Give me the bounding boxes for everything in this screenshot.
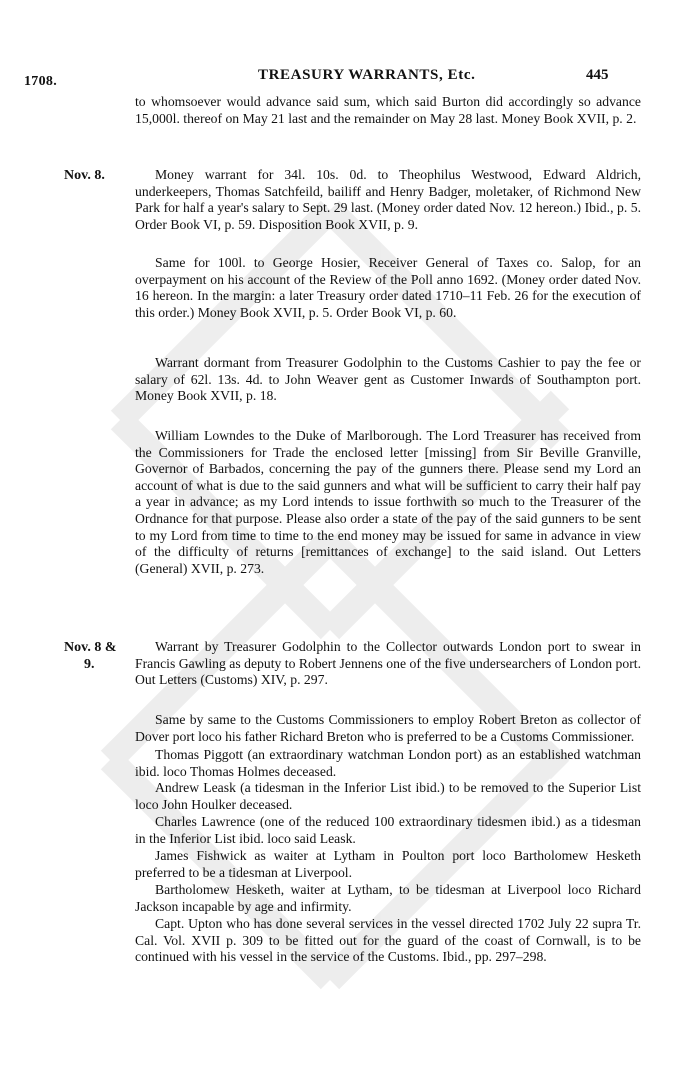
paragraph-hosier: Same for 100l. to George Hosier, Receiver General of Taxes co. Salop, for an overpayment on his account of the Review of the Poll anno 1692. (Money order dated Nov. 16 hereon. In the margin: a later Treasury order dated 1710–11 Feb. 26 for the execution of this order.) Money Book XVII, p. 5. Order Book VI, p. 60.	[135, 255, 641, 320]
paragraph-hesketh: Bartholomew Hesketh, waiter at Lytham, to be tidesman at Liverpool loco Richard Jackson incapable by age and infirmity.	[135, 882, 641, 914]
paragraph-westwood-warrant: Money warrant for 34l. 10s. 0d. to Theophilus Westwood, Edward Aldrich, underkeepers, Thomas Satchfeild, bailiff and Henry Badger, moletaker, of Richmond New Park for half a year's salary to Sept. 29 last. (Money order dated Nov. 12 hereon.) Ibid., p. 5. Order Book VI, p. 59. Disposition Book XVII, p. 9.	[135, 167, 641, 232]
paragraph-gawling: Warrant by Treasurer Godolphin to the Collector outwards London port to swear in Francis Gawling as deputy to Robert Jennens one of the five undersearchers of London port. Out Letters (Customs) XIV, p. 297.	[135, 639, 641, 688]
date-nov-8-9-line1: Nov. 8 &	[64, 640, 117, 655]
header-year: 1708.	[24, 74, 57, 89]
date-nov-8: Nov. 8.	[64, 168, 105, 183]
paragraph-continuation: to whomsoever would advance said sum, which said Burton did accordingly so advance 15,000l. thereof on May 21 last and the remainder on May 28 last. Money Book XVII, p. 2.	[135, 94, 641, 126]
paragraph-upton: Capt. Upton who has done several services in the vessel directed 1702 July 22 supra Tr. Cal. Vol. XVII p. 309 to be fitted out for the guard of the coast of Cornwall, is to be continued with his vessel in the service of the Customs. Ibid., pp. 297–298.	[135, 916, 641, 965]
paragraph-piggott: Thomas Piggott (an extraordinary watchman London port) as an established watchman ibid. loco Thomas Holmes deceased.	[135, 747, 641, 779]
paragraph-lowndes-letter: William Lowndes to the Duke of Marlborough. The Lord Treasurer has received from the Commissioners for Trade the enclosed letter [missing] from Sir Beville Granville, Governor of Barbados, concerning the pay of the gunners there. Please send my Lord an account of what is due to the said gunners and what will be sufficient to carry their half pay a year in advance; as my Lord intends to issue forthwith so much to the Treasurer of the Ordnance for that purpose. Please also order a state of the pay of the said gunners to be sent to my Lord from time to time to the end money may be issued for same in advance in view of the difficulty of returns [remittances of exchange] to the said island. Out Letters (General) XVII, p. 273.	[135, 428, 641, 576]
paragraph-leask: Andrew Leask (a tidesman in the Inferior List ibid.) to be removed to the Superior List loco John Houlker deceased.	[135, 780, 641, 812]
paragraph-fishwick: James Fishwick as waiter at Lytham in Poulton port loco Bartholomew Hesketh preferred to be a tidesman at Liverpool.	[135, 848, 641, 880]
paragraph-breton: Same by same to the Customs Commissioners to employ Robert Breton as collector of Dover port loco his father Richard Breton who is preferred to be a Customs Commissioner.	[135, 712, 641, 744]
date-nov-8-9-line2: 9.	[84, 657, 95, 672]
page-number: 445	[586, 67, 609, 83]
paragraph-weaver: Warrant dormant from Treasurer Godolphin to the Customs Cashier to pay the fee or salary of 62l. 13s. 4d. to John Weaver gent as Customer Inwards of Southampton port. Money Book XVII, p. 18.	[135, 355, 641, 404]
header-title: TREASURY WARRANTS, Etc.	[258, 67, 476, 83]
paragraph-lawrence: Charles Lawrence (one of the reduced 100 extraordinary tidesmen ibid.) as a tidesman in the Inferior List ibid. loco said Leask.	[135, 814, 641, 846]
